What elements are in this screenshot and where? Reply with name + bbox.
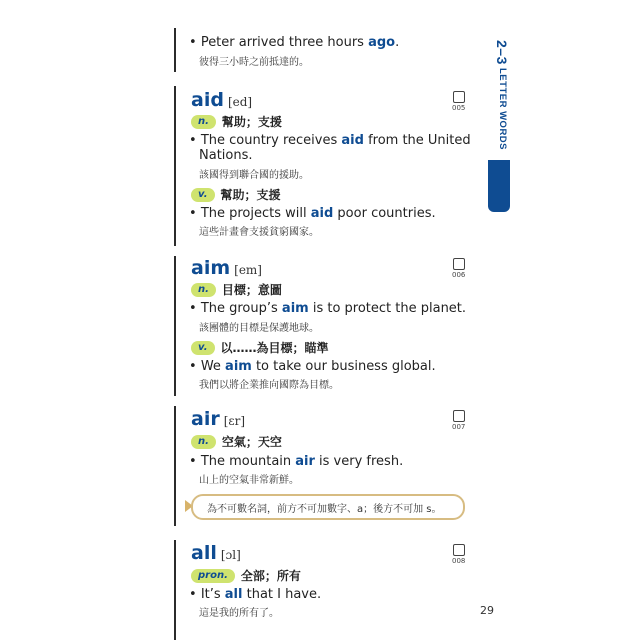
entry-number: 005 (452, 104, 466, 112)
meaning: 幫助；支援 (220, 188, 281, 202)
meaning: 全部；所有 (240, 569, 301, 583)
pronunciation: [em] (234, 263, 262, 277)
part-of-speech-row (191, 433, 282, 450)
entry-number: 008 (452, 557, 466, 565)
part-of-speech-row (191, 339, 329, 356)
part-of-speech-row (191, 186, 281, 203)
meaning: 幫助；支援 (221, 115, 282, 129)
pronunciation: [ɔl] (220, 548, 241, 562)
part-of-speech-row (191, 567, 301, 584)
pronunciation: [ed] (227, 95, 253, 109)
learned-checkbox[interactable] (453, 258, 465, 270)
example-sentence: • The group’s aim is to protect the planet. (189, 301, 467, 316)
part-of-speech-badge: n. (191, 115, 216, 129)
divider-line (174, 406, 176, 526)
learned-checkbox[interactable] (453, 544, 465, 556)
translation: 山上的空氣非常新鮮。 (199, 475, 299, 486)
divider-line (174, 28, 176, 72)
headword: aim [em] (191, 257, 262, 279)
part-of-speech-row (191, 281, 282, 298)
meaning: 以……為目標；瞄準 (220, 341, 329, 355)
part-of-speech-badge: n. (191, 435, 216, 449)
translation: 彼得三小時之前抵達的。 (199, 57, 309, 68)
meaning: 目標；意圖 (221, 283, 282, 297)
translation: 該團體的目標是保護地球。 (199, 323, 319, 334)
example-sentence: • It’s all that I have. (189, 587, 322, 602)
section-tab-marker (488, 160, 510, 212)
part-of-speech-badge: pron. (191, 569, 235, 583)
entry-number: 006 (452, 271, 466, 279)
headword: all [ɔl] (191, 542, 241, 564)
part-of-speech-row (191, 113, 282, 130)
part-of-speech-badge: v. (191, 188, 215, 202)
page-number: 29 (480, 604, 494, 617)
headword: aid [ed] (191, 89, 253, 111)
learned-checkbox[interactable] (453, 410, 465, 422)
divider-line (174, 86, 176, 246)
divider-line (174, 540, 176, 640)
translation: 這些計畫會支援貧窮國家。 (199, 227, 319, 238)
example-sentence: • The projects will aid poor countries. (189, 206, 436, 221)
example-sentence: • We aim to take our business global. (189, 359, 436, 374)
example-sentence-continued: Nations. (199, 148, 253, 163)
section-tab-text: LETTER WORDS (497, 68, 508, 150)
meaning: 空氣；天空 (221, 435, 282, 449)
example-sentence: • Peter arrived three hours ago. (189, 35, 400, 50)
translation: 該國得到聯合國的援助。 (199, 170, 309, 181)
part-of-speech-badge: v. (191, 341, 215, 355)
usage-note: 為不可數名詞，前方不可加數字、a；後方不可加 s。 (191, 494, 465, 520)
pronunciation: [ɛr] (223, 414, 246, 428)
translation: 這是我的所有了。 (199, 608, 279, 619)
translation: 我們以將企業推向國際為目標。 (199, 380, 339, 391)
section-tab-label (480, 40, 510, 160)
headword: air [ɛr] (191, 408, 246, 430)
learned-checkbox[interactable] (453, 91, 465, 103)
example-sentence: • The mountain air is very fresh. (189, 454, 404, 469)
part-of-speech-badge: n. (191, 283, 216, 297)
example-sentence: • The country receives aid from the United (189, 133, 471, 148)
section-tab-prefix: 2–3 (494, 40, 510, 65)
entry-number: 007 (452, 423, 466, 431)
divider-line (174, 256, 176, 396)
